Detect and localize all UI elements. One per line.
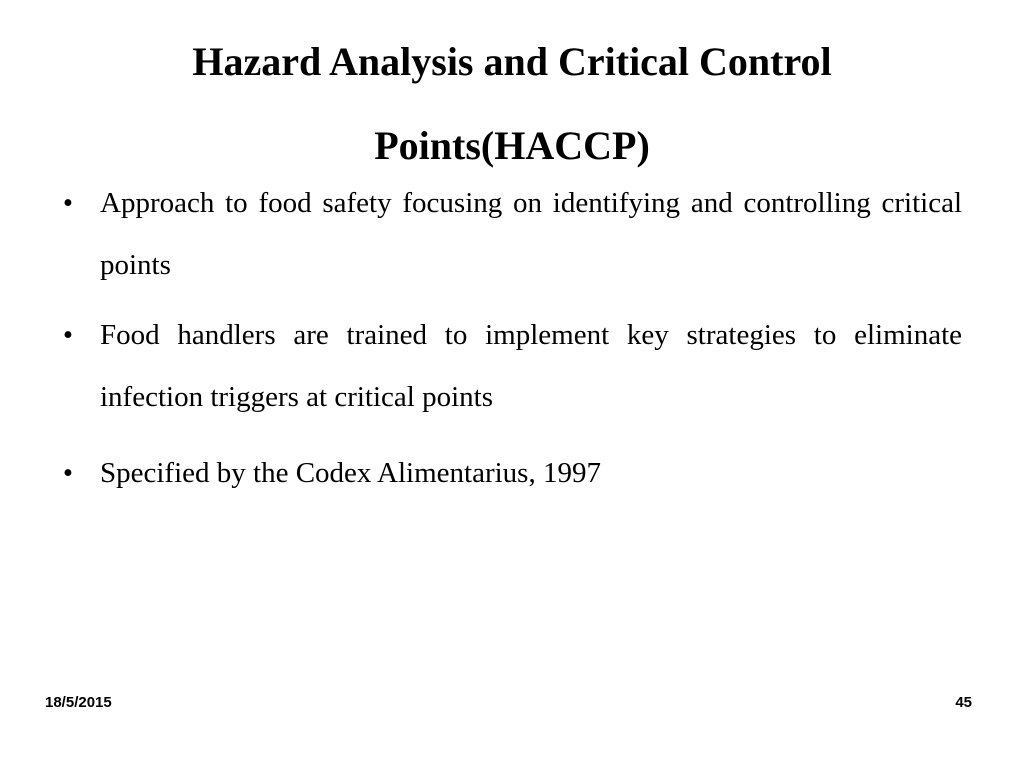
bullet-icon: • [62, 187, 74, 219]
bullet-text: Food handlers are trained to implement key strategies to eliminate infection triggers at critical points [100, 319, 962, 413]
bullet-item [58, 442, 962, 504]
bullet-text: Specified by the Codex Alimentarius, 1997 [100, 457, 601, 489]
footer-date: 18/5/2015 [45, 694, 112, 711]
bullet-item [58, 304, 962, 428]
slide-title-line-2: Points(HACCP) [374, 123, 650, 168]
slide-number: 45 [955, 694, 972, 711]
bullet-icon: • [62, 319, 74, 351]
slide-title [100, 20, 924, 188]
bullet-text: Approach to food safety focusing on identifying and controlling critical points [100, 187, 962, 281]
bullet-item [58, 172, 962, 296]
slide-title-line-1: Hazard Analysis and Critical Control [192, 39, 832, 84]
bullet-icon: • [62, 457, 74, 489]
bullet-list [58, 172, 962, 504]
